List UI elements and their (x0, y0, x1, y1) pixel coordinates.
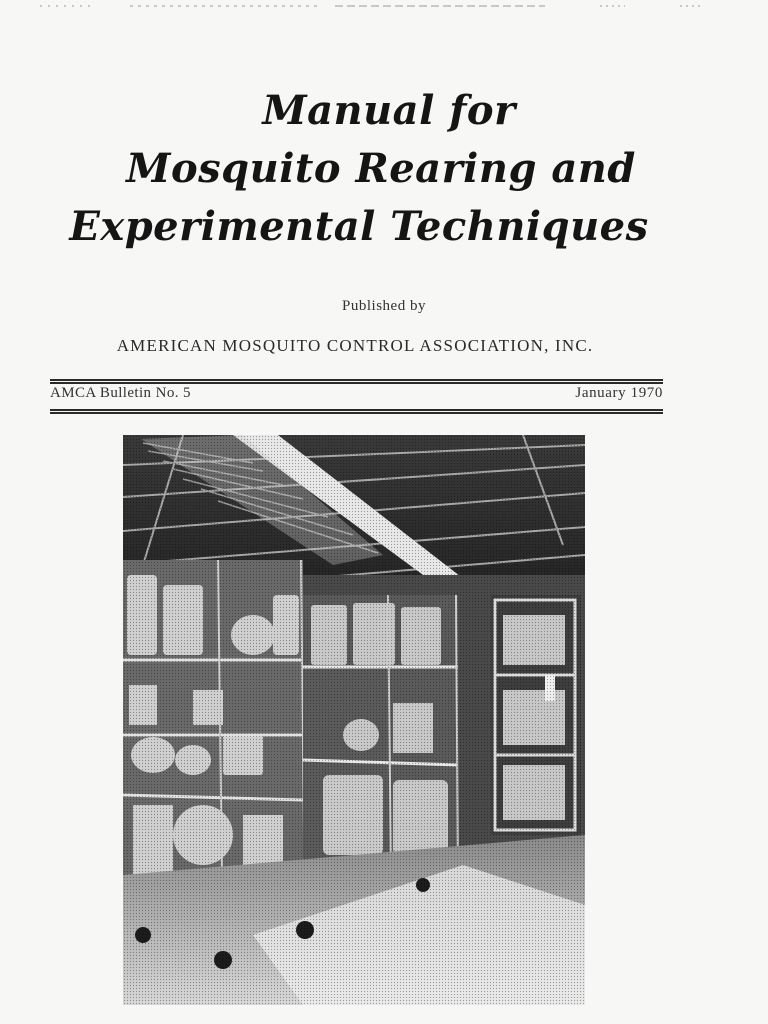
bottom-rule-outer (50, 409, 663, 411)
bottom-rule-inner (50, 412, 663, 414)
title-line-3: Experimental Techniques (69, 203, 649, 250)
title-line-2: Mosquito Rearing and (126, 145, 636, 192)
bulletin-number: AMCA Bulletin No. 5 (50, 385, 191, 401)
bulletin-date: January 1970 (575, 385, 663, 401)
insectary-photo-illustration (123, 435, 585, 1005)
top-rule-outer (50, 379, 663, 381)
scan-artifacts (0, 0, 768, 14)
top-rule-inner (50, 382, 663, 384)
title-block (0, 82, 768, 256)
publisher-name: AMERICAN MOSQUITO CONTROL ASSOCIATION, INC. (116, 336, 594, 355)
photo-caption-fragment (123, 1014, 585, 1024)
insectary-photo (123, 435, 585, 1005)
published-by-label: Published by (342, 298, 426, 314)
title-line-1: Manual for (262, 87, 516, 134)
bulletin-row (50, 385, 663, 407)
